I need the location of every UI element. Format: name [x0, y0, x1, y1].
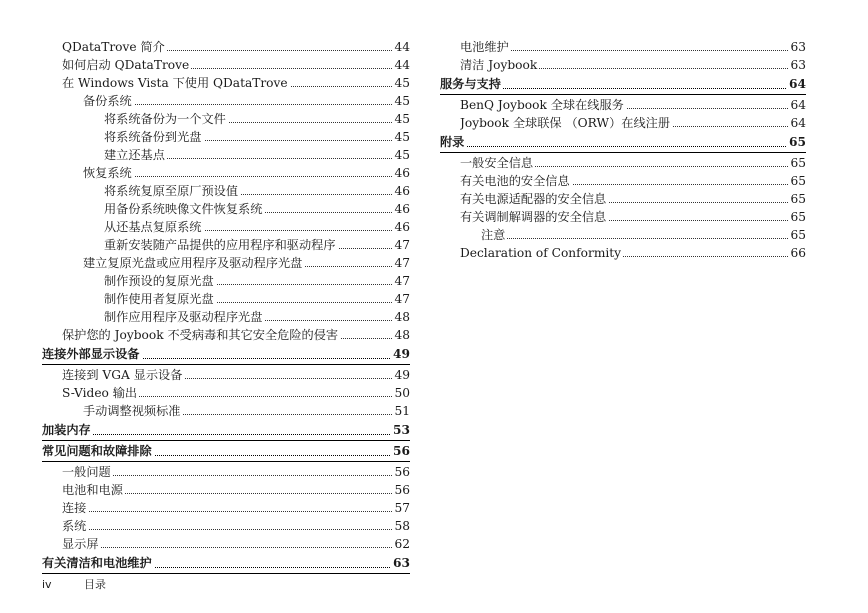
toc-entry-page: 45 — [394, 148, 410, 162]
toc-entry-page: 57 — [394, 501, 410, 515]
dot-leader — [62, 529, 410, 530]
toc-entry[interactable] — [104, 308, 410, 326]
toc-entry[interactable] — [62, 535, 410, 553]
toc-entry-page: 56 — [394, 465, 410, 479]
toc-right-column — [440, 38, 806, 262]
toc-entry[interactable] — [460, 38, 806, 56]
toc-entry-page: 62 — [394, 537, 410, 551]
toc-entry-title: 有关电池的安全信息 — [460, 174, 570, 188]
toc-entry-title: 制作预设的复原光盘 — [104, 274, 214, 288]
toc-entry-page: 56 — [394, 483, 410, 497]
toc-entry-title: 连接到 VGA 显示设备 — [62, 368, 183, 382]
toc-entry-title: 有关清洁和电池维护 — [42, 556, 152, 570]
dot-leader — [440, 146, 806, 147]
dot-leader — [62, 475, 410, 476]
toc-entry[interactable] — [104, 200, 410, 218]
toc-entry[interactable] — [460, 56, 806, 74]
toc-entry-page: 64 — [790, 98, 806, 112]
toc-entry[interactable] — [104, 272, 410, 290]
toc-entry-title: 电池维护 — [460, 40, 509, 54]
toc-entry-page: 45 — [394, 112, 410, 126]
toc-entry-page: 63 — [790, 58, 806, 72]
toc-entry-page: 63 — [790, 40, 806, 54]
toc-entry[interactable] — [460, 172, 806, 190]
toc-entry-title: 连接外部显示设备 — [42, 347, 140, 361]
toc-entry-title: 用备份系统映像文件恢复系统 — [104, 202, 263, 216]
toc-entry-title: Declaration of Conformity — [460, 246, 622, 260]
toc-entry-page: 46 — [394, 202, 410, 216]
toc-entry-title: 将系统备份为一个文件 — [104, 112, 226, 126]
toc-entry-page: 63 — [391, 554, 410, 573]
toc-entry-title: 保护您的 Joybook 不受病毒和其它安全危险的侵害 — [62, 328, 339, 342]
toc-chapter-entry[interactable] — [440, 133, 806, 153]
toc-entry-page: 47 — [394, 292, 410, 306]
toc-entry-title: 服务与支持 — [440, 77, 501, 91]
toc-entry-page: 65 — [790, 192, 806, 206]
toc-entry[interactable] — [460, 114, 806, 132]
toc-entry-title: 从还基点复原系统 — [104, 220, 202, 234]
toc-entry-page: 45 — [394, 94, 410, 108]
toc-entry[interactable] — [104, 290, 410, 308]
toc-entry-page: 46 — [394, 184, 410, 198]
toc-left-column — [42, 38, 410, 575]
dot-leader — [460, 50, 806, 51]
toc-entry-title: 恢复系统 — [83, 166, 132, 180]
toc-entry[interactable] — [62, 384, 410, 402]
toc-entry-page: 65 — [790, 174, 806, 188]
toc-entry[interactable] — [481, 226, 806, 244]
toc-entry-page: 64 — [787, 75, 806, 94]
toc-entry[interactable] — [460, 244, 806, 262]
toc-entry[interactable] — [460, 190, 806, 208]
dot-leader — [42, 434, 410, 435]
toc-entry-title: BenQ Joybook 全球在线服务 — [460, 98, 624, 112]
toc-entry[interactable] — [62, 326, 410, 344]
toc-entry[interactable] — [83, 254, 410, 272]
toc-entry-title: 一般安全信息 — [460, 156, 534, 170]
footer-page-number: iv — [42, 578, 52, 591]
toc-chapter-entry[interactable] — [440, 75, 806, 95]
toc-entry[interactable] — [104, 128, 410, 146]
toc-entry-title: 清洁 Joybook — [460, 58, 538, 72]
toc-entry[interactable] — [62, 499, 410, 517]
toc-entry-title: 将系统复原至原厂预设值 — [104, 184, 239, 198]
toc-entry-page: 65 — [790, 210, 806, 224]
toc-entry-title: 电池和电源 — [62, 483, 123, 497]
toc-entry[interactable] — [83, 402, 410, 420]
toc-entry[interactable] — [83, 92, 410, 110]
toc-entry-page: 47 — [394, 274, 410, 288]
toc-entry-title: 重新安装随产品提供的应用程序和驱动程序 — [104, 238, 336, 252]
toc-entry[interactable] — [62, 463, 410, 481]
toc-entry-title: 制作应用程序及驱动程序光盘 — [104, 310, 263, 324]
toc-entry-title: 备份系统 — [83, 94, 132, 108]
toc-entry-title: 制作使用者复原光盘 — [104, 292, 214, 306]
toc-entry-page: 45 — [394, 76, 410, 90]
toc-entry-page: 66 — [790, 246, 806, 260]
dot-leader — [481, 238, 806, 239]
toc-entry-title: 在 Windows Vista 下使用 QDataTrove — [62, 76, 288, 90]
toc-entry-title: 将系统备份到光盘 — [104, 130, 202, 144]
toc-entry[interactable] — [62, 366, 410, 384]
toc-entry-title: QDataTrove 简介 — [62, 40, 165, 54]
toc-entry-page: 65 — [790, 228, 806, 242]
toc-entry[interactable] — [104, 236, 410, 254]
toc-entry-page: 44 — [394, 40, 410, 54]
toc-entry-title: 一般问题 — [62, 465, 111, 479]
dot-leader — [62, 511, 410, 512]
toc-entry-page: 49 — [391, 345, 410, 364]
toc-entry-title: 手动调整视频标准 — [83, 404, 181, 418]
footer-label: 目录 — [84, 578, 106, 591]
toc-entry[interactable] — [83, 164, 410, 182]
toc-entry-page: 51 — [394, 404, 410, 418]
toc-entry-page: 44 — [394, 58, 410, 72]
toc-entry-page: 49 — [394, 368, 410, 382]
toc-entry-title: 建立还基点 — [104, 148, 165, 162]
toc-entry-title: 有关调制解调器的安全信息 — [460, 210, 607, 224]
toc-entry-page: 48 — [394, 328, 410, 342]
toc-entry[interactable] — [62, 56, 410, 74]
toc-entry-page: 47 — [394, 238, 410, 252]
toc-entry-title: 显示屏 — [62, 537, 99, 551]
toc-entry[interactable] — [62, 38, 410, 56]
toc-entry-title: 常见问题和故障排除 — [42, 444, 152, 458]
toc-entry-page: 46 — [394, 220, 410, 234]
toc-entry-page: 53 — [391, 421, 410, 440]
toc-entry[interactable] — [104, 218, 410, 236]
toc-entry-page: 65 — [787, 133, 806, 152]
toc-entry[interactable] — [460, 154, 806, 172]
toc-entry-title: 附录 — [440, 135, 465, 149]
toc-entry-title: Joybook 全球联保 （ORW）在线注册 — [460, 116, 671, 130]
toc-entry-title: 建立复原光盘或应用程序及驱动程序光盘 — [83, 256, 303, 270]
toc-entry-page: 58 — [394, 519, 410, 533]
toc-entry[interactable] — [104, 146, 410, 164]
toc-entry-page: 46 — [394, 166, 410, 180]
toc-entry-title: 加装内存 — [42, 423, 91, 437]
toc-entry-page: 48 — [394, 310, 410, 324]
toc-entry-title: 连接 — [62, 501, 87, 515]
toc-chapter-entry[interactable] — [42, 442, 410, 462]
toc-entry-page: 64 — [790, 116, 806, 130]
toc-entry-page: 50 — [394, 386, 410, 400]
toc-entry-page: 65 — [790, 156, 806, 170]
toc-entry-title: 注意 — [481, 228, 506, 242]
toc-chapter-entry[interactable] — [42, 421, 410, 441]
toc-entry-page: 45 — [394, 130, 410, 144]
toc-chapter-entry[interactable] — [42, 345, 410, 365]
toc-entry[interactable] — [460, 96, 806, 114]
toc-entry[interactable] — [104, 110, 410, 128]
page-footer — [42, 576, 106, 592]
toc-chapter-entry[interactable] — [42, 554, 410, 574]
toc-entry[interactable] — [460, 208, 806, 226]
toc-entry-title: 如何启动 QDataTrove — [62, 58, 190, 72]
toc-entry[interactable] — [62, 74, 410, 92]
toc-entry-title: 系统 — [62, 519, 87, 533]
toc-entry-page: 47 — [394, 256, 410, 270]
dot-leader — [62, 547, 410, 548]
toc-entry-title: 有关电源适配器的安全信息 — [460, 192, 607, 206]
toc-entry[interactable] — [104, 182, 410, 200]
toc-entry[interactable] — [62, 517, 410, 535]
toc-entry-title: S-Video 输出 — [62, 386, 138, 400]
toc-entry[interactable] — [62, 481, 410, 499]
toc-entry-page: 56 — [391, 442, 410, 461]
